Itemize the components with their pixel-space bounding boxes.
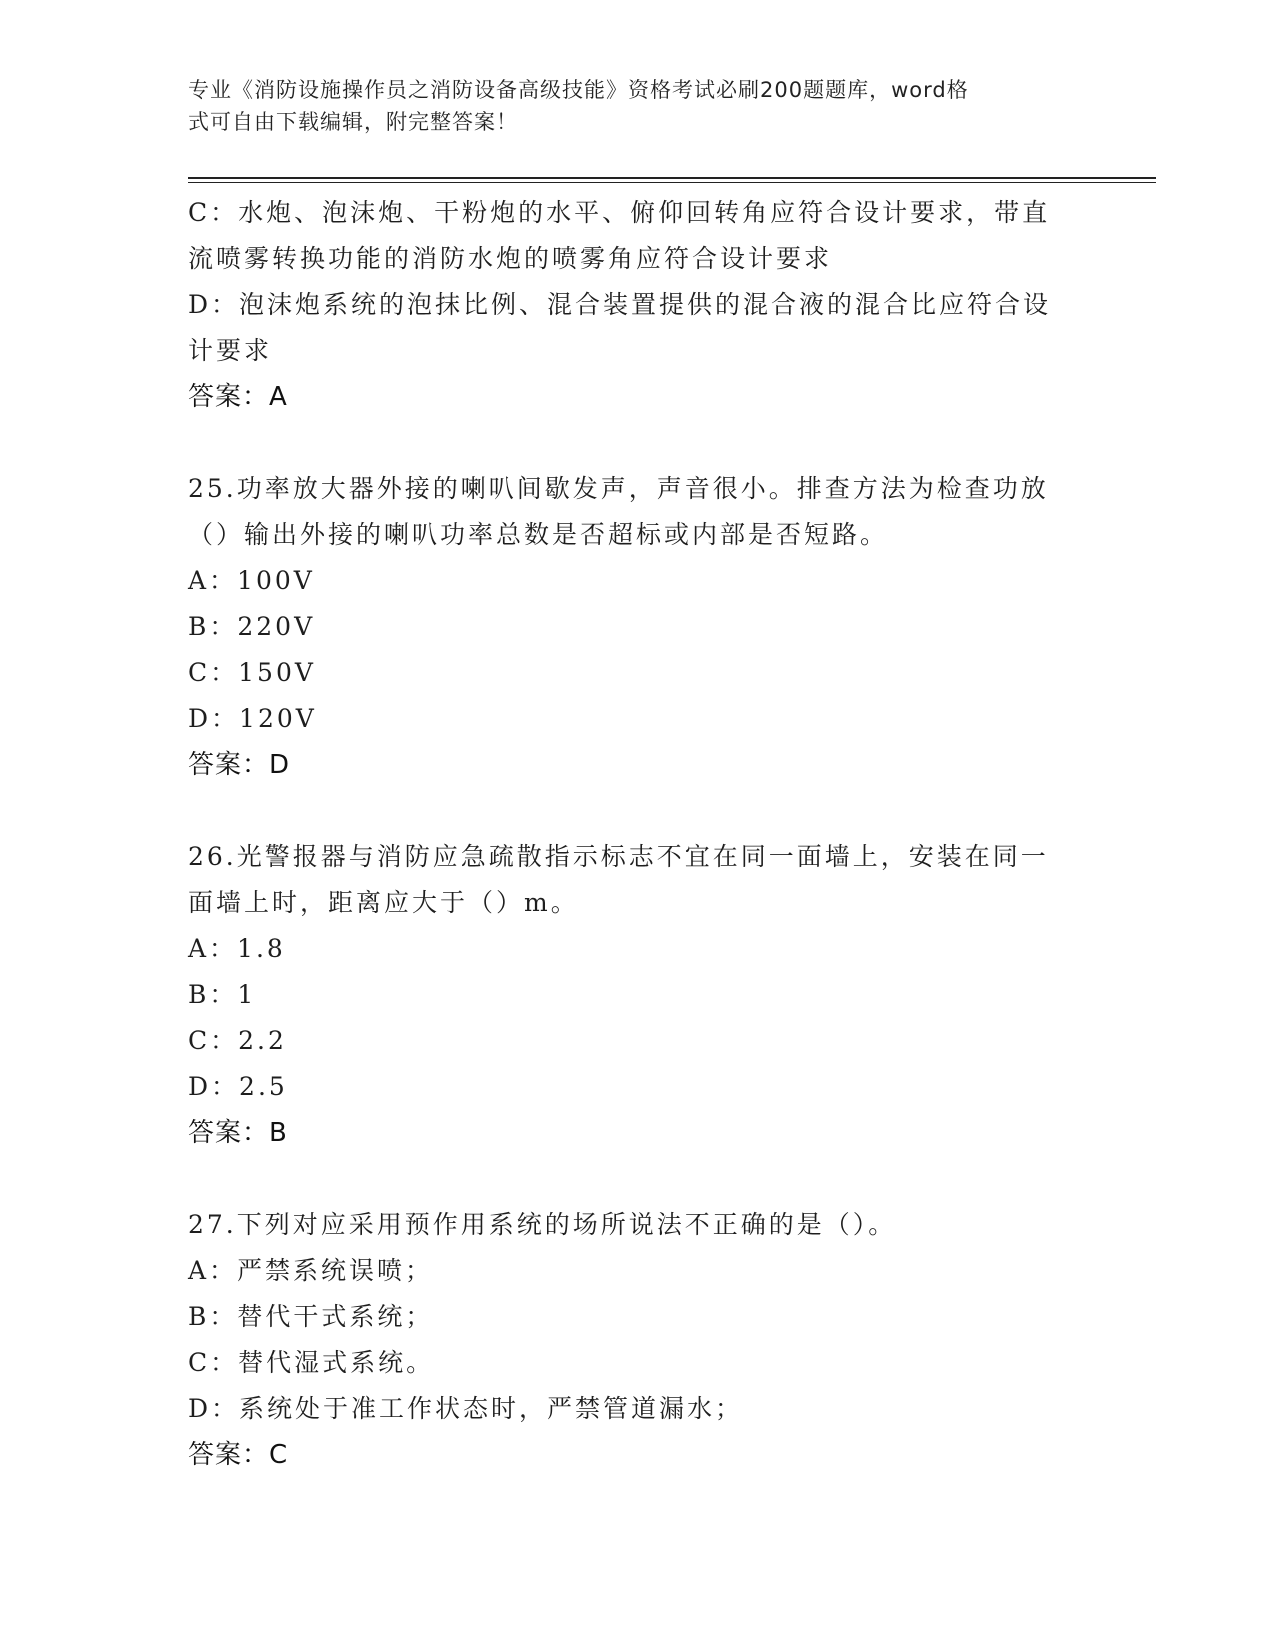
question-stem-line-1: 27.下列对应采用预作用系统的场所说法不正确的是（）。: [188, 1210, 897, 1239]
header-line-2: 式可自由下载编辑，附完整答案！: [188, 110, 518, 134]
header-divider-thin: [188, 182, 1156, 183]
option-d: D：120V: [188, 704, 317, 733]
option-c: C：2.2: [188, 1026, 287, 1055]
header-line-1: 专业《消防设施操作员之消防设备高级技能》资格考试必刷200题题库，word格: [188, 78, 969, 102]
document-body: [188, 190, 1088, 1478]
option-b: B：220V: [188, 612, 316, 641]
spacer: [188, 420, 1088, 466]
option-c-line-2: 流喷雾转换功能的消防水炮的喷雾角应符合设计要求: [188, 244, 833, 273]
option-a: A：100V: [188, 566, 315, 595]
option-c: C：150V: [188, 658, 316, 687]
question-stem-line-1: 25.功率放大器外接的喇叭间歇发声，声音很小。排查方法为检查功放: [188, 474, 1049, 503]
option-d: D：系统处于准工作状态时，严禁管道漏水；: [188, 1394, 744, 1423]
answer-label: 答案：B: [188, 1118, 288, 1148]
question-stem-line-2: （）输出外接的喇叭功率总数是否超标或内部是否短路。: [188, 520, 889, 549]
option-a: A：严禁系统误喷；: [188, 1256, 434, 1285]
option-a: A：1.8: [188, 934, 286, 963]
question-25-block: [188, 466, 1088, 788]
header-divider-thick: [188, 177, 1156, 179]
question-27-block: [188, 1202, 1088, 1478]
document-header: [188, 74, 1078, 138]
answer-label: 答案：D: [188, 750, 291, 780]
option-d-line-2: 计要求: [188, 336, 273, 365]
option-c: C：替代湿式系统。: [188, 1348, 435, 1377]
answer-label: 答案：C: [188, 1440, 289, 1470]
question-stem-line-1: 26.光警报器与消防应急疏散指示标志不宜在同一面墙上，安装在同一: [188, 842, 1049, 871]
spacer: [188, 788, 1088, 834]
answer-label: 答案：A: [188, 382, 288, 412]
prev-question-block: [188, 190, 1088, 420]
spacer: [188, 1156, 1088, 1202]
option-c-line-1: C：水炮、泡沫炮、干粉炮的水平、俯仰回转角应符合设计要求，带直: [188, 198, 1051, 227]
question-26-block: [188, 834, 1088, 1156]
option-b: B：替代干式系统；: [188, 1302, 434, 1331]
question-stem-line-2: 面墙上时，距离应大于（）m。: [188, 888, 579, 917]
option-d: D：2.5: [188, 1072, 288, 1101]
option-b: B：1: [188, 980, 257, 1009]
option-d-line-1: D：泡沫炮系统的泡抹比例、混合装置提供的混合液的混合比应符合设: [188, 290, 1052, 319]
